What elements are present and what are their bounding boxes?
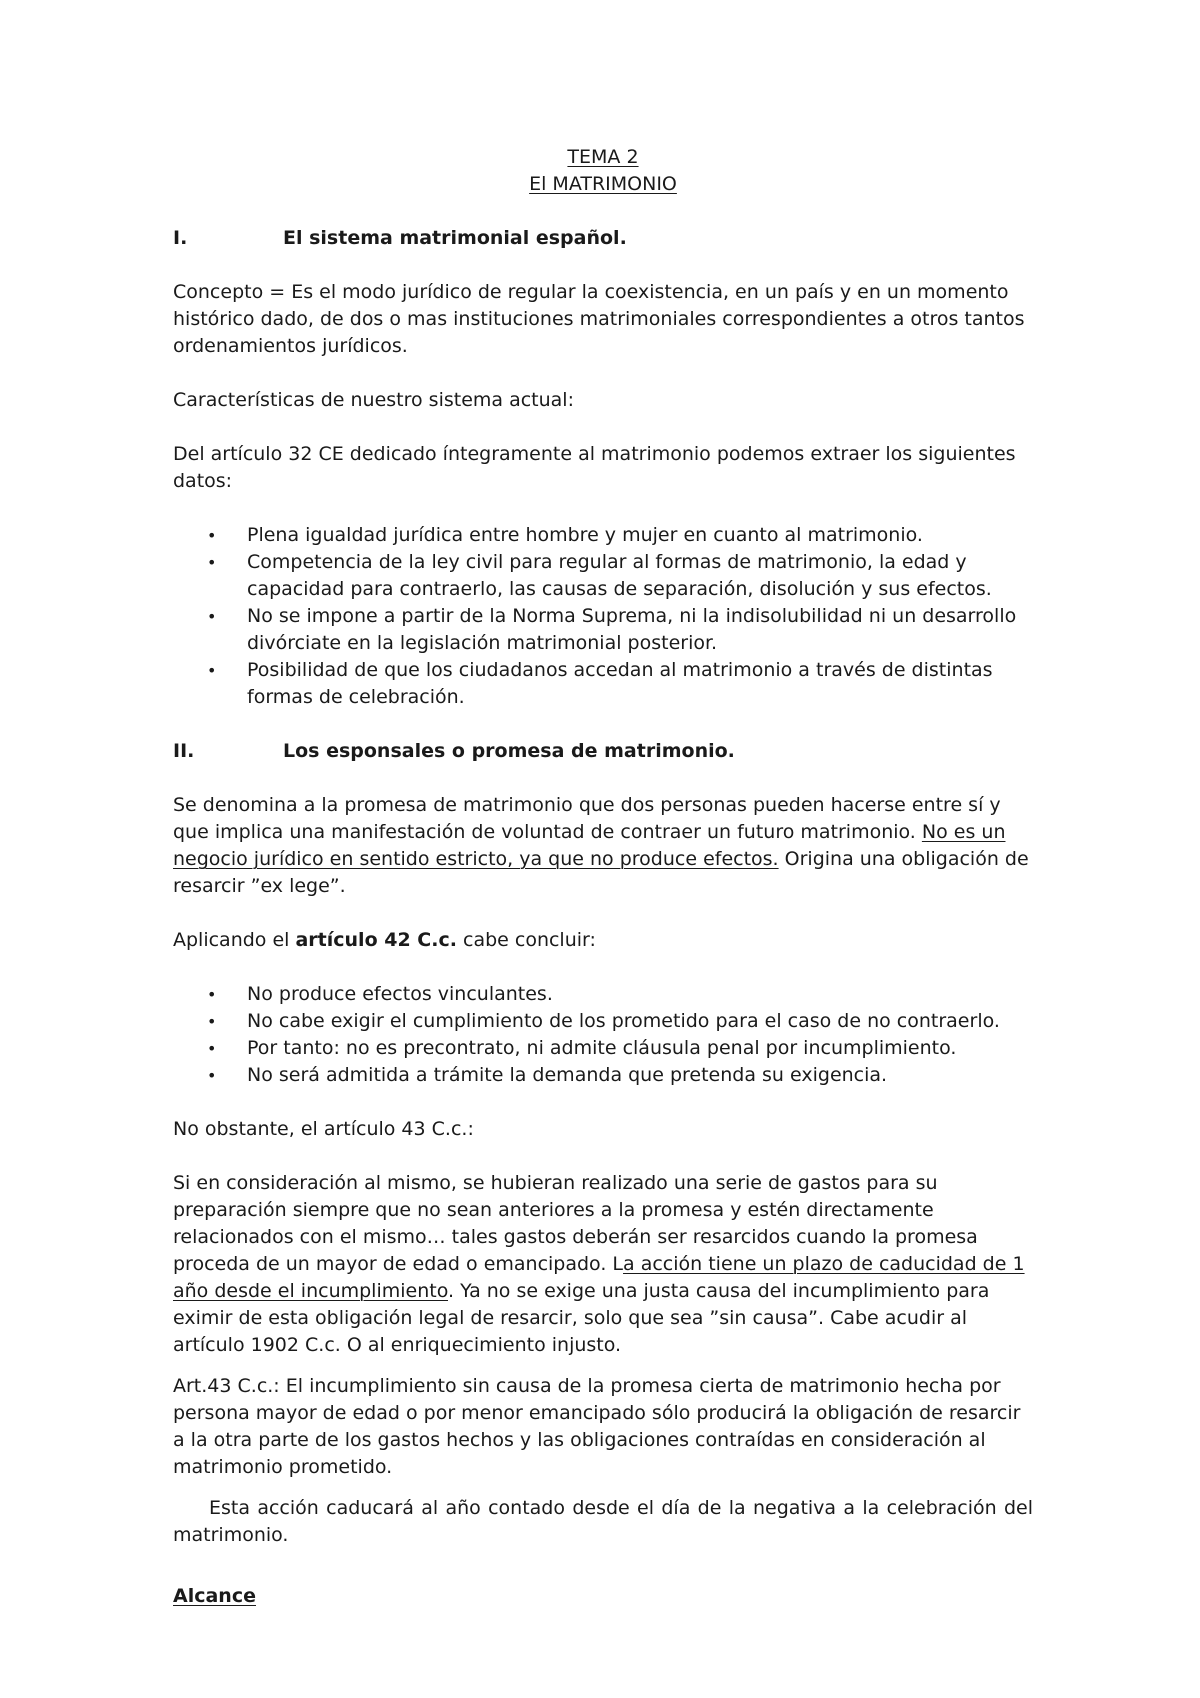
section-1-heading: [173, 225, 1033, 252]
list-articulo-42: [173, 981, 1033, 1089]
articulo-42-ref: artículo 42 C.c.: [295, 929, 457, 951]
list-item: • No será admitida a trámite la demanda que pretenda su exigencia.: [173, 1062, 1033, 1089]
bullet-icon: •: [207, 985, 217, 1004]
alcance-heading: Alcance: [173, 1585, 256, 1607]
list-articulo-32: [173, 522, 1033, 711]
section-1-number: I.: [173, 227, 188, 249]
accion-caducara-paragraph: Esta acción caducará al año contado desde el día de la negativa a la celebración del matrimonio.: [173, 1497, 1033, 1546]
section-1-title: El sistema matrimonial español.: [283, 227, 627, 249]
title-line-1: TEMA 2: [567, 146, 639, 168]
bullet-icon: •: [207, 553, 217, 572]
esponsales-paragraph: Se denomina a la promesa de matrimonio que dos personas pueden hacerse entre sí y que implica una manifestación de voluntad de contraer un futuro matrimonio. No es un negocio jurídico en sentido estricto, ya que no produce efectos. Origina una obligación de resarcir ”ex lege”.: [173, 794, 1029, 897]
bullet-icon: •: [207, 1066, 217, 1085]
bullet-icon: •: [207, 526, 217, 545]
section-2-title: Los esponsales o promesa de matrimonio.: [283, 740, 735, 762]
list-item: • Competencia de la ley civil para regular al formas de matrimonio, la edad y capacidad para contraerlo, las causas de separación, disolución y sus efectos.: [207, 551, 992, 600]
consideracion-underlined: a acción tiene un plazo de caducidad de 1 año desde el incumplimiento: [173, 1253, 1025, 1302]
list-item: • Posibilidad de que los ciudadanos accedan al matrimonio a través de distintas formas de celebración.: [207, 659, 993, 708]
document-content: [173, 144, 1033, 1610]
section-2-number: II.: [173, 740, 195, 762]
list-item: • No produce efectos vinculantes.: [173, 981, 1033, 1008]
esponsales-underlined: No es un negocio jurídico en sentido estricto, ya que no produce efectos.: [173, 821, 1006, 870]
art-43-label: Art.43 C.c.:: [173, 1375, 280, 1397]
caracteristicas-heading: Características de nuestro sistema actual:: [173, 389, 574, 411]
title-line-2: El MATRIMONIO: [529, 173, 677, 195]
art-43-paragraph: Art.43 C.c.: El incumplimiento sin causa de la promesa cierta de matrimonio hecha por persona mayor de edad o por menor emancipado sólo producirá la obligación de resarcir a la otra parte de los gastos hechos y las obligaciones contraídas en consideración al matrimonio prometido.: [173, 1375, 1021, 1478]
articulo-32-intro: Del artículo 32 CE dedicado íntegramente al matrimonio podemos extraer los siguientes datos:: [173, 443, 1016, 492]
no-obstante-paragraph: No obstante, el artículo 43 C.c.:: [173, 1118, 474, 1140]
bullet-icon: •: [207, 661, 217, 680]
bullet-icon: •: [207, 1012, 217, 1031]
consideracion-paragraph: Si en consideración al mismo, se hubieran realizado una serie de gastos para su preparación siempre que no sean anteriores a la promesa y estén directamente relacionados con el mismo… tales gastos deberán ser resarcidos cuando la promesa proceda de un mayor de edad o emancipado. La acción tiene un plazo de caducidad de 1 año desde el incumplimiento. Ya no se exige una justa causa del incumplimiento para eximir de esta obligación legal de resarcir, solo que sea ”sin causa”. Cabe acudir al artículo 1902 C.c. O al enriquecimiento injusto.: [173, 1172, 1025, 1356]
list-item: • Plena igualdad jurídica entre hombre y mujer en cuanto al matrimonio.: [173, 522, 1033, 549]
bullet-icon: •: [207, 1039, 217, 1058]
section-2-heading: [173, 738, 1033, 765]
list-item: • Por tanto: no es precontrato, ni admite cláusula penal por incumplimiento.: [173, 1035, 1033, 1062]
list-item: • No se impone a partir de la Norma Suprema, ni la indisolubilidad ni un desarrollo divórciate en la legislación matrimonial posterior.: [207, 605, 1017, 654]
aplicando-paragraph: Aplicando el artículo 42 C.c. cabe concluir:: [173, 929, 596, 951]
bullet-icon: •: [207, 607, 217, 626]
concepto-paragraph: Concepto = Es el modo jurídico de regular la coexistencia, en un país y en un momento histórico dado, de dos o mas instituciones matrimoniales correspondientes a otros tantos ordenamientos jurídicos.: [173, 281, 1025, 357]
list-item: • No cabe exigir el cumplimiento de los prometido para el caso de no contraerlo.: [173, 1008, 1033, 1035]
